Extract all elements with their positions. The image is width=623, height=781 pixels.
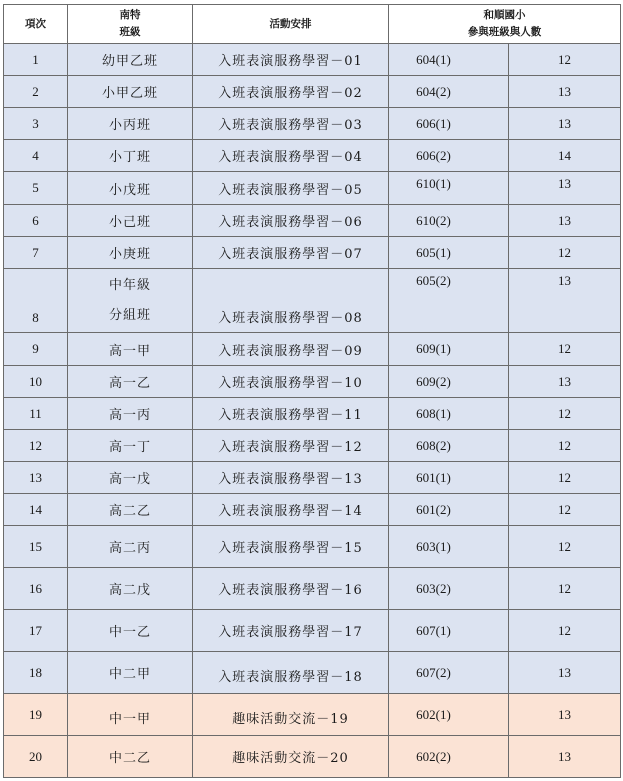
row-activity: 入班表演服務學習－16: [193, 568, 389, 610]
row-count: 12: [509, 430, 621, 462]
row-number: 20: [4, 736, 68, 778]
row-class: 小庚班: [68, 237, 193, 269]
table-row: [4, 610, 621, 652]
row-number: 4: [4, 140, 68, 172]
table-row: [4, 44, 621, 76]
row-number: 14: [4, 494, 68, 526]
row-count: 13: [509, 205, 621, 237]
row-count: 13: [509, 652, 621, 694]
row-class-line1: 中年級: [108, 277, 151, 293]
activity-schedule-table: [3, 4, 621, 778]
row-activity: 入班表演服務學習－11: [193, 398, 389, 430]
row-class: 小戊班: [68, 172, 193, 205]
row-school-class: 603(1): [389, 526, 509, 568]
row-count: 13: [509, 269, 621, 333]
row-number: 3: [4, 108, 68, 140]
row-activity: 入班表演服務學習－12: [193, 430, 389, 462]
row-activity: 趣味活動交流－19: [193, 694, 389, 736]
row-class: 中一乙: [68, 610, 193, 652]
row-count: 12: [509, 237, 621, 269]
row-school-class: 601(2): [389, 494, 509, 526]
row-activity: 入班表演服務學習－14: [193, 494, 389, 526]
row-school-class: 610(2): [389, 205, 509, 237]
row-class: 高一丙: [68, 398, 193, 430]
row-activity: 入班表演服務學習－15: [193, 526, 389, 568]
row-class: 小己班: [68, 205, 193, 237]
row-activity: 入班表演服務學習－10: [193, 366, 389, 398]
table-row: [4, 366, 621, 398]
row-number: 9: [4, 333, 68, 366]
row-count: 12: [509, 526, 621, 568]
row-school-class: 609(1): [389, 333, 509, 366]
table-row: [4, 526, 621, 568]
header-nante-line1: 南特: [119, 9, 141, 21]
table-row: [4, 398, 621, 430]
row-school-class: 609(2): [389, 366, 509, 398]
row-number: 5: [4, 172, 68, 205]
table-row: [4, 430, 621, 462]
row-school-class: 601(1): [389, 462, 509, 494]
row-school-class: 602(1): [389, 694, 509, 736]
row-activity: 入班表演服務學習－08: [193, 269, 389, 333]
row-class: 幼甲乙班: [68, 44, 193, 76]
table-row: [4, 652, 621, 694]
row-count: 13: [509, 76, 621, 108]
row-activity: 入班表演服務學習－03: [193, 108, 389, 140]
row-number: 15: [4, 526, 68, 568]
table-row: [4, 568, 621, 610]
row-school-class: 604(1): [389, 44, 509, 76]
row-school-class: 605(2): [389, 269, 509, 333]
row-class: 高一乙: [68, 366, 193, 398]
row-count: 12: [509, 610, 621, 652]
row-activity: 入班表演服務學習－13: [193, 462, 389, 494]
row-school-class: 610(1): [389, 172, 509, 205]
row-activity: 入班表演服務學習－02: [193, 76, 389, 108]
header-nante-class: [68, 5, 193, 44]
row-school-class: 608(1): [389, 398, 509, 430]
header-item: 項次: [4, 5, 68, 44]
row-class: [68, 269, 193, 333]
row-count: 12: [509, 333, 621, 366]
row-number: 19: [4, 694, 68, 736]
row-number: 18: [4, 652, 68, 694]
row-class: 中一甲: [68, 694, 193, 736]
row-count: 12: [509, 398, 621, 430]
table-row: [4, 694, 621, 736]
row-school-class: 608(2): [389, 430, 509, 462]
row-count: 12: [509, 44, 621, 76]
row-activity: 入班表演服務學習－18: [193, 652, 389, 694]
row-class: 高一丁: [68, 430, 193, 462]
row-school-class: 606(2): [389, 140, 509, 172]
row-activity: 入班表演服務學習－17: [193, 610, 389, 652]
row-count: 13: [509, 694, 621, 736]
row-class: 小丙班: [68, 108, 193, 140]
table-row: [4, 237, 621, 269]
table-row: [4, 140, 621, 172]
row-school-class: 602(2): [389, 736, 509, 778]
row-count: 12: [509, 494, 621, 526]
header-heshun-line1: 和順國小: [483, 9, 526, 21]
row-school-class: 605(1): [389, 237, 509, 269]
row-activity: 入班表演服務學習－04: [193, 140, 389, 172]
header-row: [4, 5, 621, 44]
header-heshun: [389, 5, 621, 44]
table-row: [4, 76, 621, 108]
row-count: 13: [509, 736, 621, 778]
table-row: [4, 269, 621, 333]
row-activity: 入班表演服務學習－07: [193, 237, 389, 269]
row-class: 中二甲: [68, 652, 193, 694]
row-count: 14: [509, 140, 621, 172]
row-school-class: 607(1): [389, 610, 509, 652]
row-class-line2: 分組班: [108, 307, 151, 323]
row-count: 12: [509, 568, 621, 610]
row-activity: 入班表演服務學習－01: [193, 44, 389, 76]
row-number: 8: [4, 269, 68, 333]
row-school-class: 604(2): [389, 76, 509, 108]
row-number: 11: [4, 398, 68, 430]
row-school-class: 603(2): [389, 568, 509, 610]
row-number: 16: [4, 568, 68, 610]
row-school-class: 606(1): [389, 108, 509, 140]
row-class: 小甲乙班: [68, 76, 193, 108]
row-class: 高一甲: [68, 333, 193, 366]
row-class: 中二乙: [68, 736, 193, 778]
table-row: [4, 494, 621, 526]
row-number: 7: [4, 237, 68, 269]
row-number: 1: [4, 44, 68, 76]
row-class: 高二戊: [68, 568, 193, 610]
row-number: 10: [4, 366, 68, 398]
row-count: 13: [509, 366, 621, 398]
table-row: [4, 172, 621, 205]
table-row: [4, 462, 621, 494]
row-number: 2: [4, 76, 68, 108]
row-school-class: 607(2): [389, 652, 509, 694]
table-row: [4, 736, 621, 778]
row-number: 12: [4, 430, 68, 462]
row-activity: 趣味活動交流－20: [193, 736, 389, 778]
row-class: 高一戊: [68, 462, 193, 494]
row-number: 6: [4, 205, 68, 237]
row-activity: 入班表演服務學習－05: [193, 172, 389, 205]
table-row: [4, 108, 621, 140]
row-count: 13: [509, 172, 621, 205]
table-row: [4, 333, 621, 366]
row-class: 小丁班: [68, 140, 193, 172]
header-nante-line2: 班級: [119, 26, 141, 38]
row-count: 13: [509, 108, 621, 140]
row-activity: 入班表演服務學習－09: [193, 333, 389, 366]
header-heshun-line2: 參與班級與人數: [467, 26, 542, 38]
row-number: 17: [4, 610, 68, 652]
row-activity: 入班表演服務學習－06: [193, 205, 389, 237]
row-count: 12: [509, 462, 621, 494]
row-class: 高二丙: [68, 526, 193, 568]
header-activity: 活動安排: [193, 5, 389, 44]
row-class: 高二乙: [68, 494, 193, 526]
table-row: [4, 205, 621, 237]
row-number: 13: [4, 462, 68, 494]
